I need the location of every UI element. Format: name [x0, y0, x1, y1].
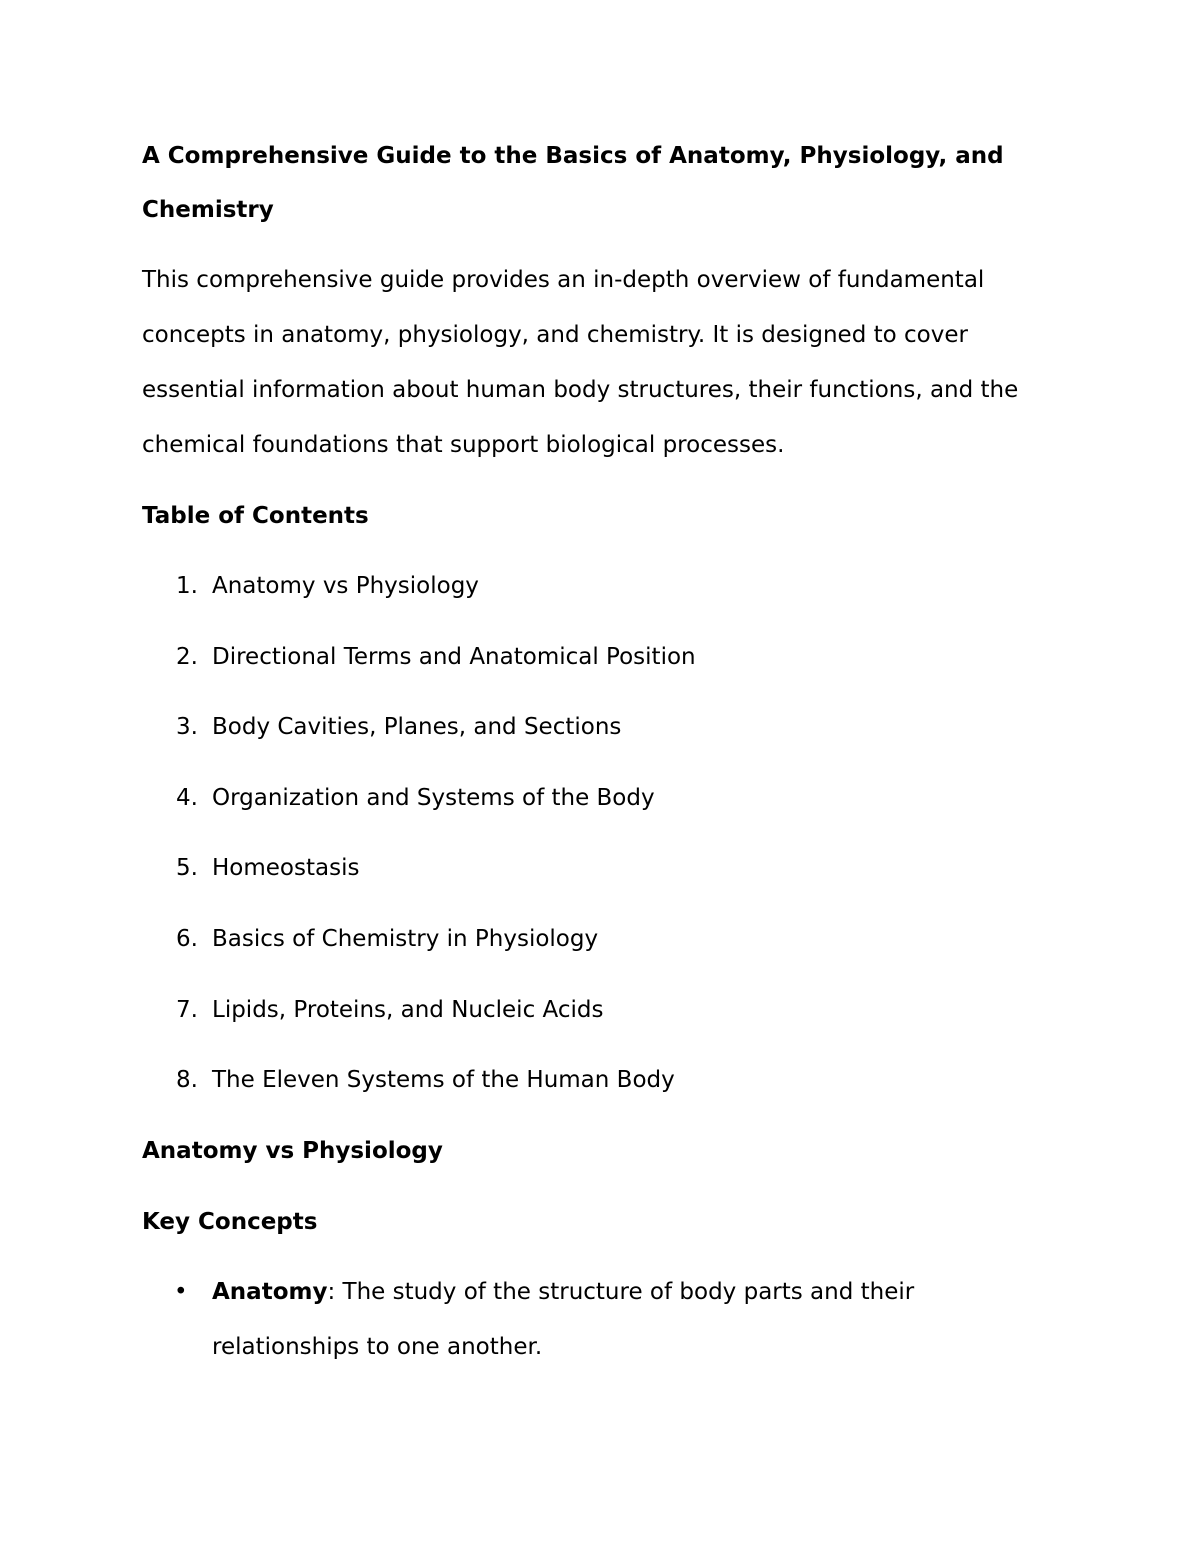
toc-item-label: Directional Terms and Anatomical Position	[212, 644, 696, 670]
toc-item-number: 4.	[176, 785, 198, 811]
toc-item-2	[176, 642, 696, 672]
bullet-item-line-1	[212, 1277, 914, 1307]
toc-item-number: 7.	[176, 997, 198, 1023]
toc-item-6	[176, 924, 598, 954]
bullet-term: Anatomy	[212, 1279, 328, 1305]
toc-item-label: The Eleven Systems of the Human Body	[212, 1067, 675, 1093]
toc-item-label: Homeostasis	[212, 855, 360, 881]
section-heading: Anatomy vs Physiology	[142, 1138, 443, 1164]
toc-item-7	[176, 995, 603, 1025]
toc-item-label: Lipids, Proteins, and Nucleic Acids	[212, 997, 604, 1023]
toc-item-number: 3.	[176, 714, 198, 740]
bullet-item-line-2: relationships to one another.	[212, 1334, 543, 1360]
toc-item-label: Body Cavities, Planes, and Sections	[212, 714, 622, 740]
toc-item-label: Anatomy vs Physiology	[212, 573, 479, 599]
toc-item-number: 6.	[176, 926, 198, 952]
toc-item-label: Basics of Chemistry in Physiology	[212, 926, 599, 952]
intro-line-4: chemical foundations that support biological processes.	[142, 432, 785, 458]
toc-item-4	[176, 783, 655, 813]
intro-line-1: This comprehensive guide provides an in-depth overview of fundamental	[142, 267, 985, 293]
intro-line-3: essential information about human body structures, their functions, and the	[142, 377, 1019, 403]
bullet-text: : The study of the structure of body parts and their	[327, 1279, 915, 1305]
toc-heading: Table of Contents	[142, 503, 369, 529]
toc-item-1	[176, 571, 479, 601]
document-title-line-2: Chemistry	[142, 197, 274, 223]
toc-item-number: 8.	[176, 1067, 198, 1093]
toc-item-5	[176, 853, 359, 883]
toc-item-number: 1.	[176, 573, 198, 599]
document-title-line-1: A Comprehensive Guide to the Basics of Anatomy, Physiology, and	[142, 143, 1004, 169]
toc-item-8	[176, 1065, 675, 1095]
toc-item-number: 5.	[176, 855, 198, 881]
bullet-icon: •	[174, 1279, 188, 1305]
toc-item-number: 2.	[176, 644, 198, 670]
toc-item-label: Organization and Systems of the Body	[212, 785, 655, 811]
intro-line-2: concepts in anatomy, physiology, and chemistry. It is designed to cover	[142, 322, 968, 348]
section-subheading: Key Concepts	[142, 1209, 318, 1235]
toc-item-3	[176, 712, 621, 742]
